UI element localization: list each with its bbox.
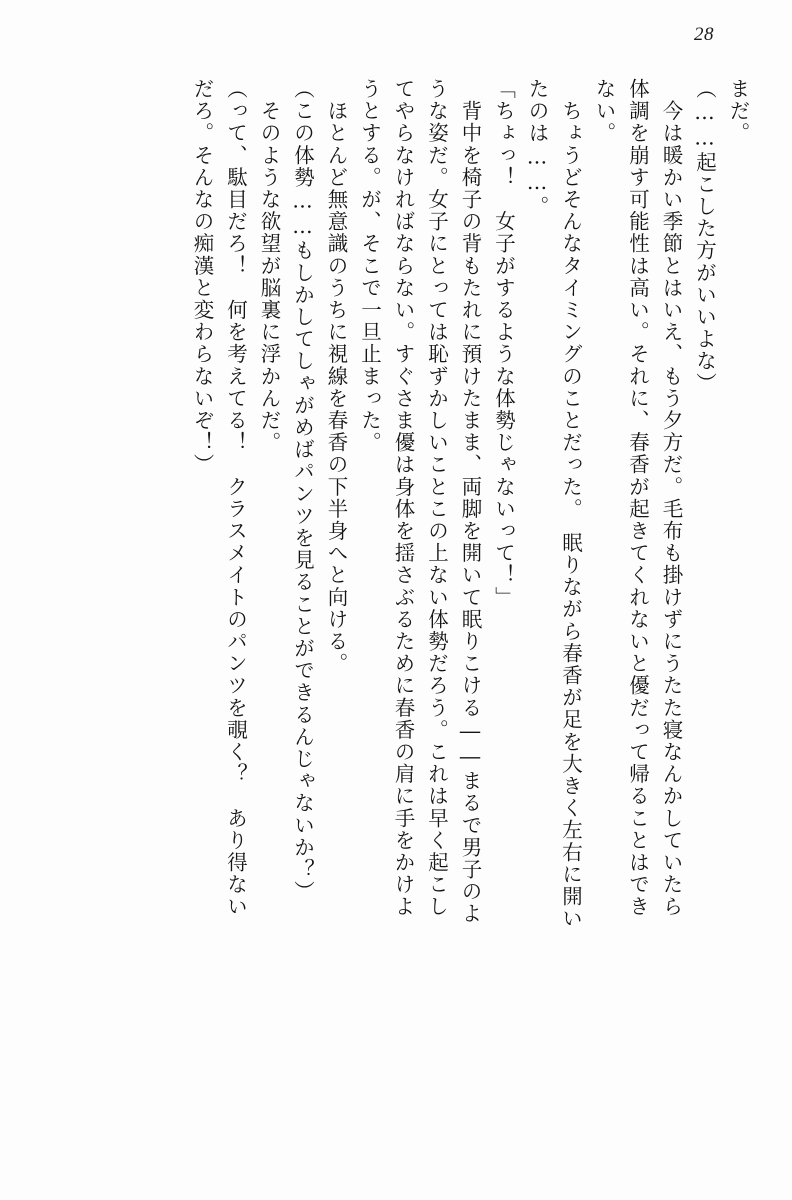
vertical-text-body: [44, 78, 748, 1148]
text-line: だろ。そんなの痴漢と変わらないぞ！）: [190, 78, 214, 476]
text-line: （って、駄目だろ！ 何を考えてる！ クラスメイトのパンツを覗く？ あり得ない: [223, 78, 248, 918]
text-line: たのは……。: [525, 78, 549, 218]
text-line: 体調を崩す可能性は高い。それに、春香が起きてくれないと優だって帰ることはでき: [625, 78, 650, 918]
text-line: （この体勢……もしかしてしゃがめばパンツを見ることができるんじゃないか？）: [290, 78, 315, 903]
text-line: うな姿だ。女子にとっては恥ずかしいことこの上ない体勢だろう。これは早く起こし: [424, 78, 449, 918]
text-line: うとする。が、そこで一旦止まった。: [357, 78, 382, 454]
text-line: ない。: [592, 78, 616, 145]
text-line: ちょうどそんなタイミングのことだった。 眠りながら春香が足を大きく左右に開い: [558, 78, 583, 930]
text-line: （……起こした方がいいよな）: [692, 78, 717, 395]
text-line: てやらなければならない。すぐさま優は身体を揺さぶるために春香の肩に手をかけよ: [391, 78, 415, 918]
text-line: 「ちょっ！ 女子がするような体勢じゃないって！」: [491, 78, 516, 609]
page-number: 28: [694, 24, 714, 45]
text-line: まだ。: [726, 78, 750, 145]
text-line: ほとんど無意識のうちに視線を春香の下半身へと向ける。: [324, 78, 348, 675]
text-line: 今は暖かい季節とはいえ、もう夕方だ。毛布も掛けずにうたた寝なんかしていたら: [659, 78, 683, 918]
text-line: そのような欲望が脳裏に浮かんだ。: [257, 78, 281, 454]
text-line: 背中を椅子の背もたれに預けたまま、両脚を開いて眠りこける――まるで男子のよ: [458, 78, 482, 925]
